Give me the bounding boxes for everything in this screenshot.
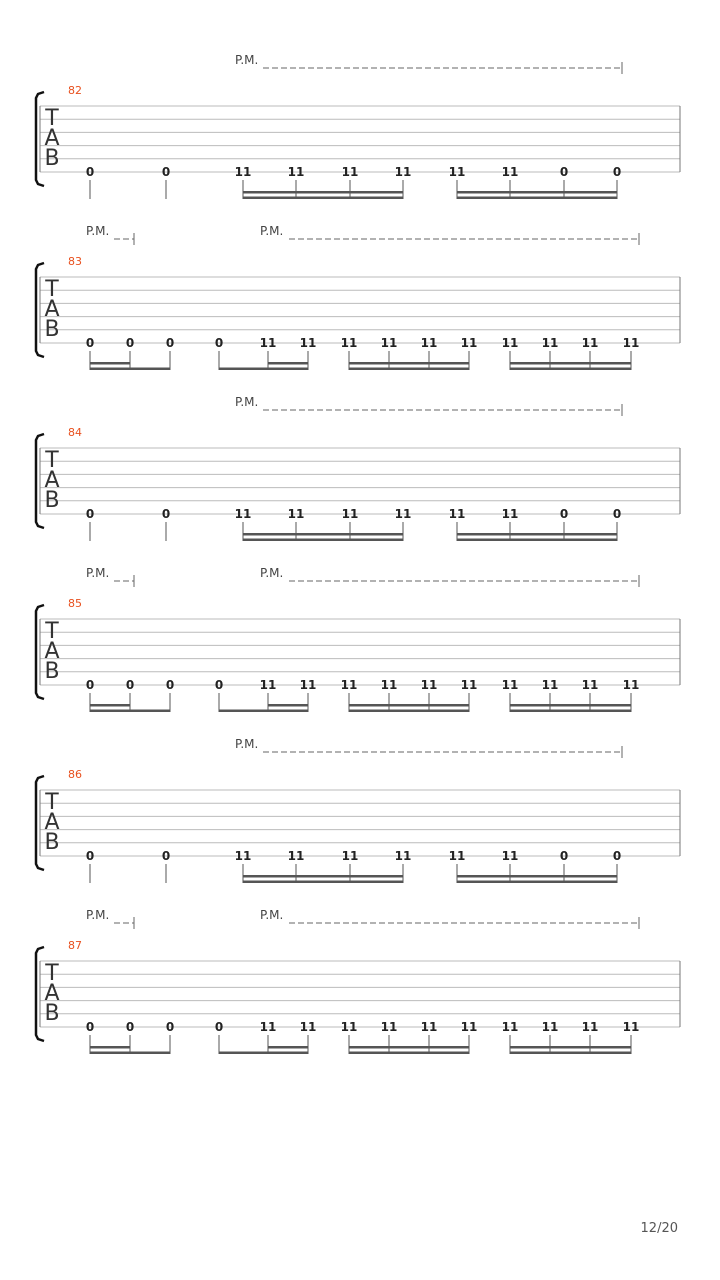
fret-number: 11	[299, 1020, 317, 1034]
beam-primary	[243, 539, 403, 542]
tab-clef-letter: A	[44, 297, 60, 322]
fret-number: 11	[287, 507, 305, 521]
tab-clef-letter: B	[44, 830, 60, 855]
tab-clef-letter: T	[45, 448, 59, 473]
fret-number: 11	[380, 1020, 398, 1034]
tab-clef-letter: A	[44, 810, 60, 835]
beam-primary	[349, 368, 469, 371]
fret-number: 11	[501, 849, 519, 863]
beam-primary	[510, 1052, 631, 1055]
tab-clef-letter: B	[44, 317, 60, 342]
tab-clef-letter: T	[45, 106, 59, 131]
beam-primary	[510, 368, 631, 371]
fret-number: 0	[214, 336, 224, 350]
tab-clef-letter: T	[45, 619, 59, 644]
beam-primary	[349, 1052, 469, 1055]
beam-primary	[457, 539, 617, 542]
beam-primary	[510, 710, 631, 713]
fret-number: 11	[420, 336, 438, 350]
page-number: 12/20	[640, 1221, 678, 1236]
fret-number: 0	[165, 336, 175, 350]
fret-number: 11	[234, 507, 252, 521]
fret-number: 11	[581, 678, 599, 692]
fret-number: 11	[501, 165, 519, 179]
beam-secondary	[243, 191, 403, 194]
beam-primary	[243, 881, 403, 884]
tab-clef-letter: A	[44, 468, 60, 493]
tab-clef-letter: A	[44, 639, 60, 664]
tab-clef-letter: A	[44, 126, 60, 151]
fret-number: 11	[541, 336, 559, 350]
beam-primary	[349, 710, 469, 713]
fret-number: 11	[448, 507, 466, 521]
fret-number: 0	[612, 849, 622, 863]
beam-secondary	[243, 533, 403, 536]
beam-secondary	[510, 362, 631, 365]
fret-number: 0	[125, 336, 135, 350]
tab-clef-letter: B	[44, 488, 60, 513]
palm-mute-label: P.M.	[235, 737, 259, 751]
measure-number: 86	[68, 768, 82, 781]
fret-number: 11	[234, 165, 252, 179]
beam-primary	[457, 881, 617, 884]
beam-secondary	[90, 1046, 130, 1049]
tab-clef-letter: T	[45, 277, 59, 302]
fret-number: 11	[448, 849, 466, 863]
fret-number: 11	[501, 678, 519, 692]
measure-number: 83	[68, 255, 82, 268]
beam-primary	[219, 1052, 308, 1055]
fret-number: 11	[622, 678, 640, 692]
fret-number: 11	[287, 849, 305, 863]
fret-number: 0	[85, 165, 95, 179]
beam-secondary	[268, 362, 308, 365]
tab-clef-letter: B	[44, 1001, 60, 1026]
fret-number: 11	[581, 336, 599, 350]
beam-secondary	[457, 533, 617, 536]
fret-number: 0	[125, 1020, 135, 1034]
fret-number: 0	[214, 1020, 224, 1034]
fret-number: 11	[299, 678, 317, 692]
tab-clef-letter: B	[44, 146, 60, 171]
fret-number: 0	[85, 678, 95, 692]
fret-number: 11	[460, 678, 478, 692]
beam-secondary	[349, 362, 469, 365]
tab-clef-letter: T	[45, 961, 59, 986]
fret-number: 0	[161, 507, 171, 521]
beam-primary	[219, 710, 308, 713]
fret-number: 11	[420, 678, 438, 692]
fret-number: 11	[259, 336, 277, 350]
fret-number: 0	[125, 678, 135, 692]
tab-clef-letter: A	[44, 981, 60, 1006]
palm-mute-label: P.M.	[260, 908, 284, 922]
beam-secondary	[457, 875, 617, 878]
beam-secondary	[90, 362, 130, 365]
fret-number: 11	[448, 165, 466, 179]
beam-primary	[243, 197, 403, 200]
palm-mute-label: P.M.	[86, 908, 110, 922]
beam-primary	[90, 368, 170, 371]
fret-number: 11	[394, 165, 412, 179]
beam-secondary	[268, 704, 308, 707]
fret-number: 11	[340, 678, 358, 692]
fret-number: 11	[460, 336, 478, 350]
fret-number: 0	[85, 336, 95, 350]
palm-mute-label: P.M.	[260, 566, 284, 580]
fret-number: 0	[612, 507, 622, 521]
fret-number: 0	[85, 507, 95, 521]
palm-mute-label: P.M.	[260, 224, 284, 238]
measure-number: 85	[68, 597, 82, 610]
fret-number: 11	[541, 678, 559, 692]
beam-primary	[457, 197, 617, 200]
palm-mute-label: P.M.	[235, 395, 259, 409]
palm-mute-label: P.M.	[86, 224, 110, 238]
beam-secondary	[457, 191, 617, 194]
fret-number: 0	[85, 1020, 95, 1034]
beam-secondary	[268, 1046, 308, 1049]
fret-number: 11	[420, 1020, 438, 1034]
beam-secondary	[349, 704, 469, 707]
fret-number: 11	[259, 1020, 277, 1034]
fret-number: 11	[622, 1020, 640, 1034]
fret-number: 0	[165, 678, 175, 692]
fret-number: 11	[341, 849, 359, 863]
tab-clef-letter: T	[45, 790, 59, 815]
fret-number: 11	[501, 336, 519, 350]
fret-number: 0	[612, 165, 622, 179]
fret-number: 11	[394, 849, 412, 863]
palm-mute-label: P.M.	[235, 53, 259, 67]
fret-number: 11	[460, 1020, 478, 1034]
fret-number: 11	[234, 849, 252, 863]
fret-number: 11	[541, 1020, 559, 1034]
fret-number: 11	[341, 165, 359, 179]
measure-number: 84	[68, 426, 82, 439]
beam-secondary	[349, 1046, 469, 1049]
beam-secondary	[510, 704, 631, 707]
fret-number: 11	[394, 507, 412, 521]
fret-number: 11	[259, 678, 277, 692]
tab-clef-letter: B	[44, 659, 60, 684]
beam-primary	[90, 1052, 170, 1055]
fret-number: 11	[622, 336, 640, 350]
beam-secondary	[90, 704, 130, 707]
fret-number: 0	[214, 678, 224, 692]
beam-secondary	[510, 1046, 631, 1049]
fret-number: 11	[380, 678, 398, 692]
palm-mute-label: P.M.	[86, 566, 110, 580]
beam-primary	[90, 710, 170, 713]
fret-number: 11	[299, 336, 317, 350]
fret-number: 11	[380, 336, 398, 350]
fret-number: 0	[165, 1020, 175, 1034]
fret-number: 0	[559, 849, 569, 863]
fret-number: 11	[340, 1020, 358, 1034]
fret-number: 0	[161, 849, 171, 863]
measure-number: 87	[68, 939, 82, 952]
fret-number: 0	[559, 507, 569, 521]
measure-number: 82	[68, 84, 82, 97]
beam-primary	[219, 368, 308, 371]
fret-number: 11	[501, 1020, 519, 1034]
fret-number: 11	[341, 507, 359, 521]
fret-number: 0	[161, 165, 171, 179]
fret-number: 11	[501, 507, 519, 521]
fret-number: 11	[581, 1020, 599, 1034]
fret-number: 11	[287, 165, 305, 179]
beam-secondary	[243, 875, 403, 878]
fret-number: 0	[85, 849, 95, 863]
fret-number: 0	[559, 165, 569, 179]
fret-number: 11	[340, 336, 358, 350]
